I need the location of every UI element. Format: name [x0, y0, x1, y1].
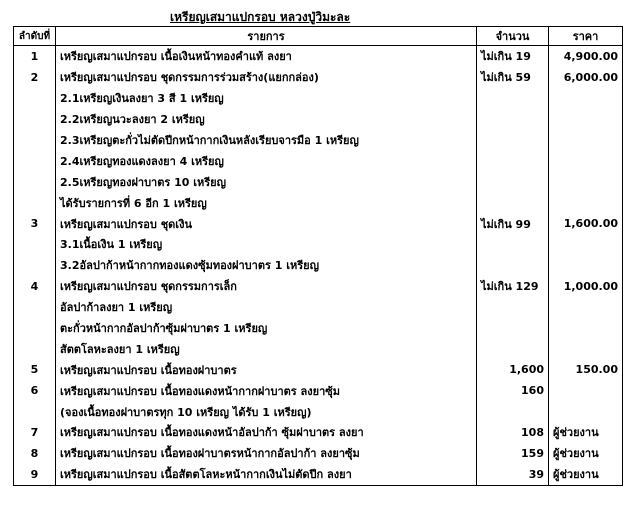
row-item: ตะกั่วหน้ากากอัลปาก้าซุ้มฝาบาตร 1 เหรียญ	[56, 318, 477, 339]
row-price	[549, 380, 623, 401]
table-row	[14, 464, 623, 485]
table-row	[14, 255, 623, 276]
table-row	[14, 67, 623, 88]
row-quantity: 39	[477, 464, 549, 485]
row-price	[549, 234, 623, 255]
row-price	[549, 255, 623, 276]
row-number	[14, 150, 56, 171]
row-item: เหรียญเสมาแปกรอบ ชุดเงิน	[56, 213, 477, 234]
table-row	[14, 338, 623, 359]
row-item: 2.5เหรียญทองฝาบาตร 10 เหรียญ	[56, 171, 477, 192]
table-row	[14, 130, 623, 151]
row-number	[14, 297, 56, 318]
row-item: 3.2อัลปาก้าหน้ากากทองแดงซุ้มทองฝาบาตร 1 เหรียญ	[56, 255, 477, 276]
row-price	[549, 130, 623, 151]
table-row	[14, 380, 623, 401]
row-price: ผู้ช่วยงาน	[549, 443, 623, 464]
row-number	[14, 130, 56, 151]
row-item: เหรียญเสมาแปกรอบ ชุดกรรมการเล็ก	[56, 276, 477, 297]
table-row	[14, 150, 623, 171]
row-price	[549, 109, 623, 130]
table-row	[14, 171, 623, 192]
row-quantity	[477, 318, 549, 339]
row-quantity	[477, 88, 549, 109]
table-row	[14, 192, 623, 213]
row-item: เหรียญเสมาแปกรอบ เนื้อทองแดงหน้ากากฝาบาตร ลงยาซุ้ม	[56, 380, 477, 401]
row-number: 9	[14, 464, 56, 485]
table-row	[14, 46, 623, 67]
row-item: เหรียญเสมาแปกรอบ เนื้อสัตตโลหะหน้ากากเงินไม่ตัดปีก ลงยา	[56, 464, 477, 485]
row-number: 6	[14, 380, 56, 401]
row-number	[14, 192, 56, 213]
row-quantity	[477, 109, 549, 130]
table-row	[14, 401, 623, 422]
table-body	[14, 46, 623, 486]
row-price: 1,000.00	[549, 276, 623, 297]
table-row	[14, 443, 623, 464]
row-number	[14, 338, 56, 359]
price-table	[13, 26, 623, 486]
row-number	[14, 171, 56, 192]
row-item: เหรียญเสมาแปกรอบ ชุดกรรมการร่วมสร้าง(แยกกล่อง)	[56, 67, 477, 88]
row-quantity: ไม่เกิน 129	[477, 276, 549, 297]
row-item: เหรียญเสมาแปกรอบ เนื้อเงินหน้าทองคำแท้ ลงยา	[56, 46, 477, 67]
row-price	[549, 338, 623, 359]
row-price	[549, 150, 623, 171]
page-title: เหรียญเสมาแปกรอบ หลวงปู่วิมะละ	[170, 10, 351, 24]
row-price	[549, 401, 623, 422]
row-price: 6,000.00	[549, 67, 623, 88]
row-quantity: 108	[477, 422, 549, 443]
row-number: 8	[14, 443, 56, 464]
header-price: ราคา	[549, 27, 623, 46]
row-quantity	[477, 192, 549, 213]
row-price: 150.00	[549, 359, 623, 380]
row-quantity: 159	[477, 443, 549, 464]
row-item: เหรียญเสมาแปกรอบ เนื้อทองฝาบาตรหน้ากากอัลปาก้า ลงยาซุ้ม	[56, 443, 477, 464]
table-row	[14, 234, 623, 255]
row-item: 2.4เหรียญทองแดงลงยา 4 เหรียญ	[56, 150, 477, 171]
row-price	[549, 318, 623, 339]
table-row	[14, 318, 623, 339]
table-row	[14, 422, 623, 443]
row-number	[14, 88, 56, 109]
row-price	[549, 171, 623, 192]
table-row	[14, 297, 623, 318]
row-item: ได้รับรายการที่ 6 อีก 1 เหรียญ	[56, 192, 477, 213]
table-row	[14, 213, 623, 234]
row-price: 1,600.00	[549, 213, 623, 234]
row-number	[14, 401, 56, 422]
row-quantity	[477, 338, 549, 359]
row-number: 4	[14, 276, 56, 297]
row-quantity: 160	[477, 380, 549, 401]
row-number: 5	[14, 359, 56, 380]
table-row	[14, 359, 623, 380]
row-item: 2.1เหรียญเงินลงยา 3 สี 1 เหรียญ	[56, 88, 477, 109]
row-number	[14, 234, 56, 255]
row-number: 1	[14, 46, 56, 67]
row-item: 2.2เหรียญนวะลงยา 2 เหรียญ	[56, 109, 477, 130]
row-item: 2.3เหรียญตะกั่วไม่ตัดปีกหน้ากากเงินหลังเรียบจารมือ 1 เหรียญ	[56, 130, 477, 151]
row-number	[14, 255, 56, 276]
row-price: ผู้ช่วยงาน	[549, 464, 623, 485]
row-price	[549, 297, 623, 318]
row-price: 4,900.00	[549, 46, 623, 67]
row-number: 2	[14, 67, 56, 88]
row-item: (จองเนื้อทองฝาบาตรทุก 10 เหรียญ ได้รับ 1 เหรียญ)	[56, 401, 477, 422]
row-quantity	[477, 234, 549, 255]
row-price	[549, 192, 623, 213]
header-item: รายการ	[56, 27, 477, 46]
row-number: 3	[14, 213, 56, 234]
row-quantity	[477, 150, 549, 171]
row-quantity: 1,600	[477, 359, 549, 380]
row-number	[14, 109, 56, 130]
header-no: ลำดับที่	[14, 27, 56, 46]
row-quantity	[477, 171, 549, 192]
table-row	[14, 276, 623, 297]
row-item: สัตตโลหะลงยา 1 เหรียญ	[56, 338, 477, 359]
row-quantity	[477, 255, 549, 276]
row-price: ผู้ช่วยงาน	[549, 422, 623, 443]
row-quantity: ไม่เกิน 99	[477, 213, 549, 234]
table-row	[14, 109, 623, 130]
row-item: อัลปาก้าลงยา 1 เหรียญ	[56, 297, 477, 318]
row-quantity	[477, 130, 549, 151]
row-price	[549, 88, 623, 109]
row-quantity	[477, 401, 549, 422]
row-item: เหรียญเสมาแปกรอบ เนื้อทองฝาบาตร	[56, 359, 477, 380]
header-row	[14, 27, 623, 46]
header-qty: จำนวน	[477, 27, 549, 46]
row-item: 3.1เนื้อเงิน 1 เหรียญ	[56, 234, 477, 255]
row-item: เหรียญเสมาแปกรอบ เนื้อทองแดงหน้าอัลปาก้า ซุ้มฝาบาตร ลงยา	[56, 422, 477, 443]
row-number: 7	[14, 422, 56, 443]
table-row	[14, 88, 623, 109]
row-number	[14, 318, 56, 339]
row-quantity	[477, 297, 549, 318]
row-quantity: ไม่เกิน 19	[477, 46, 549, 67]
row-quantity: ไม่เกิน 59	[477, 67, 549, 88]
